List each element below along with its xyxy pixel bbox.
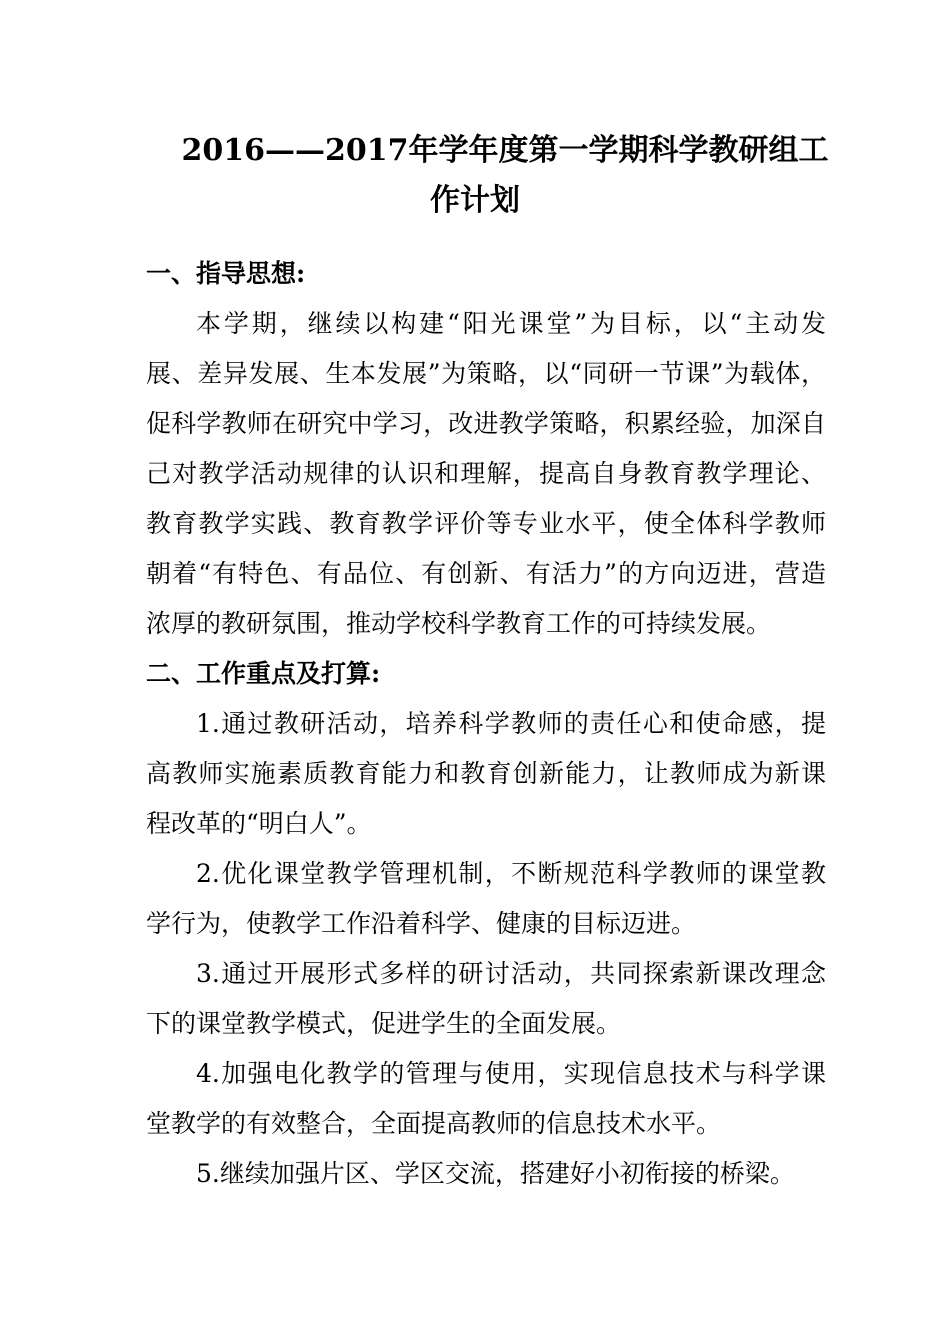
document-title-line-2: 作计划 — [430, 183, 520, 218]
section-2-item-2-line: 2.优化课堂教学管理机制，不断规范科学教师的课堂教 — [196, 859, 826, 888]
section-2-heading: 二、工作重点及打算: — [146, 659, 381, 688]
section-2-item-4-line: 4.加强电化教学的管理与使用，实现信息技术与科学课 — [196, 1059, 826, 1088]
section-2-item-1-line: 程改革的“明白人”。 — [146, 809, 372, 838]
section-2-item-1-line: 1.通过教研活动，培养科学教师的责任心和使命感，提 — [196, 709, 826, 738]
section-2-item-3-line: 下的课堂教学模式，促进学生的全面发展。 — [146, 1009, 622, 1038]
section-1-paragraph-line: 本学期，继续以构建“阳光课堂”为目标，以“主动发 — [196, 309, 826, 338]
section-1-paragraph-line: 己对教学活动规律的认识和理解，提高自身教育教学理论、 — [146, 459, 826, 488]
section-1-paragraph-line: 展、差异发展、生本发展”为策略，以“同研一节课”为载体， — [146, 359, 826, 388]
section-2-item-5-line: 5.继续加强片区、学区交流，搭建好小初衔接的桥梁。 — [196, 1159, 795, 1188]
section-2-item-2-line: 学行为，使教学工作沿着科学、健康的目标迈进。 — [146, 909, 697, 938]
section-1-paragraph-line: 浓厚的教研氛围，推动学校科学教育工作的可持续发展。 — [146, 609, 772, 638]
section-2-item-4-line: 堂教学的有效整合，全面提高教师的信息技术水平。 — [146, 1109, 722, 1138]
document-title-line-1: 2016——2017年学年度第一学期科学教研组工 — [181, 133, 829, 168]
section-2-item-3-line: 3.通过开展形式多样的研讨活动，共同探索新课改理念 — [196, 959, 826, 988]
section-1-paragraph-line: 朝着“有特色、有品位、有创新、有活力”的方向迈进，营造 — [146, 559, 826, 588]
section-1-paragraph-line: 促科学教师在研究中学习，改进教学策略，积累经验，加深自 — [146, 409, 826, 438]
section-1-heading: 一、指导思想: — [146, 259, 306, 288]
section-2-item-1-line: 高教师实施素质教育能力和教育创新能力，让教师成为新课 — [146, 759, 826, 788]
section-1-paragraph-line: 教育教学实践、教育教学评价等专业水平，使全体科学教师 — [146, 509, 826, 538]
